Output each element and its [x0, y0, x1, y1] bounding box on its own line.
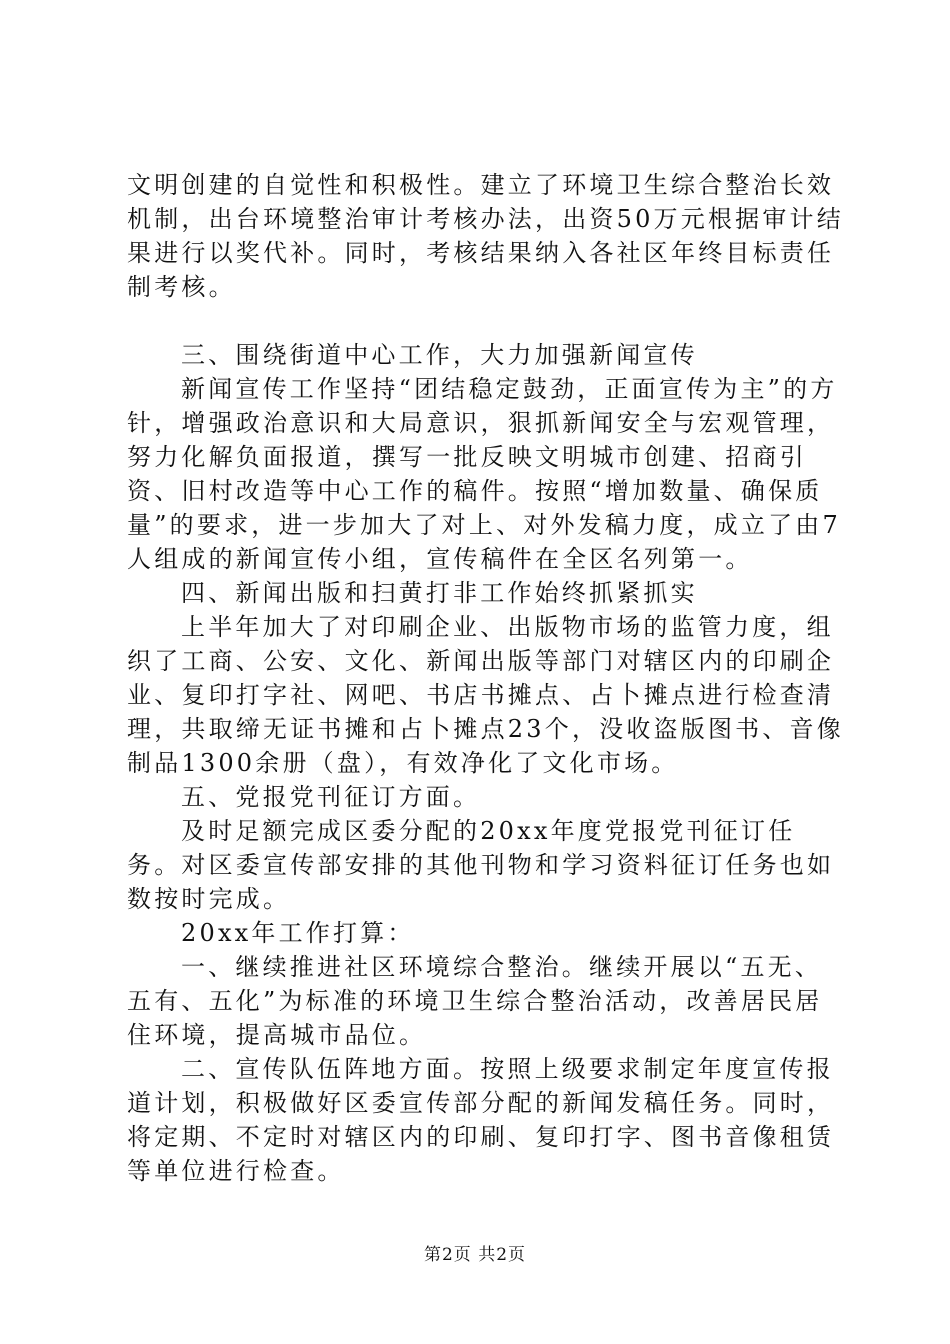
document-body [127, 168, 847, 1188]
paragraph-gap [127, 304, 847, 338]
plan-item-2: 二、宣传队伍阵地方面。按照上级要求制定年度宣传报道计划，积极做好区委宣传部分配的新闻发稿任务。同时，将定期、不定时对辖区内的印刷、复印打字、图书音像租赁等单位进行检查。 [127, 1055, 835, 1185]
work-plan-heading: 20xx年工作打算： [181, 919, 415, 947]
section-heading-3: 三、围绕街道中心工作，大力加强新闻宣传 [181, 341, 698, 369]
paragraph-publishing: 上半年加大了对印刷企业、出版物市场的监管力度，组织了工商、公安、文化、新闻出版等部门对辖区内的印刷企业、复印打字社、网吧、书店书摊点、占卜摊点进行检查清理，共取缔无证书摊和占卜摊点23个，没收盗版图书、音像制品1300余册（盘），有效净化了文化市场。 [127, 613, 844, 777]
section-heading-5: 五、党报党刊征订方面。 [181, 783, 481, 811]
paragraph-subscription: 及时足额完成区委分配的20xx年度党报党刊征订任务。对区委宣传部安排的其他刊物和学习资料征订任务也如数按时完成。 [127, 817, 835, 913]
plan-item-1: 一、继续推进社区环境综合整治。继续开展以“五无、五有、五化”为标准的环境卫生综合整治活动，改善居民居住环境，提高城市品位。 [127, 953, 823, 1049]
page-footer: 第2页 共2页 [423, 1245, 527, 1265]
section-heading-4: 四、新闻出版和扫黄打非工作始终抓紧抓实 [181, 579, 698, 607]
paragraph-news-publicity: 新闻宣传工作坚持“团结稳定鼓劲，正面宣传为主”的方针，增强政治意识和大局意识，狠抓新闻安全与宏观管理，努力化解负面报道，撰写一批反映文明城市创建、招商引资、旧村改造等中心工作的稿件。按照“增加数量、确保质量”的要求，进一步加大了对上、对外发稿力度，成立了由7人组成的新闻宣传小组，宣传稿件在全区名列第一。 [127, 375, 841, 573]
paragraph-continuation: 文明创建的自觉性和积极性。建立了环境卫生综合整治长效机制，出台环境整治审计考核办法，出资50万元根据审计结果进行以奖代补。同时，考核结果纳入各社区年终目标责任制考核。 [127, 171, 844, 301]
